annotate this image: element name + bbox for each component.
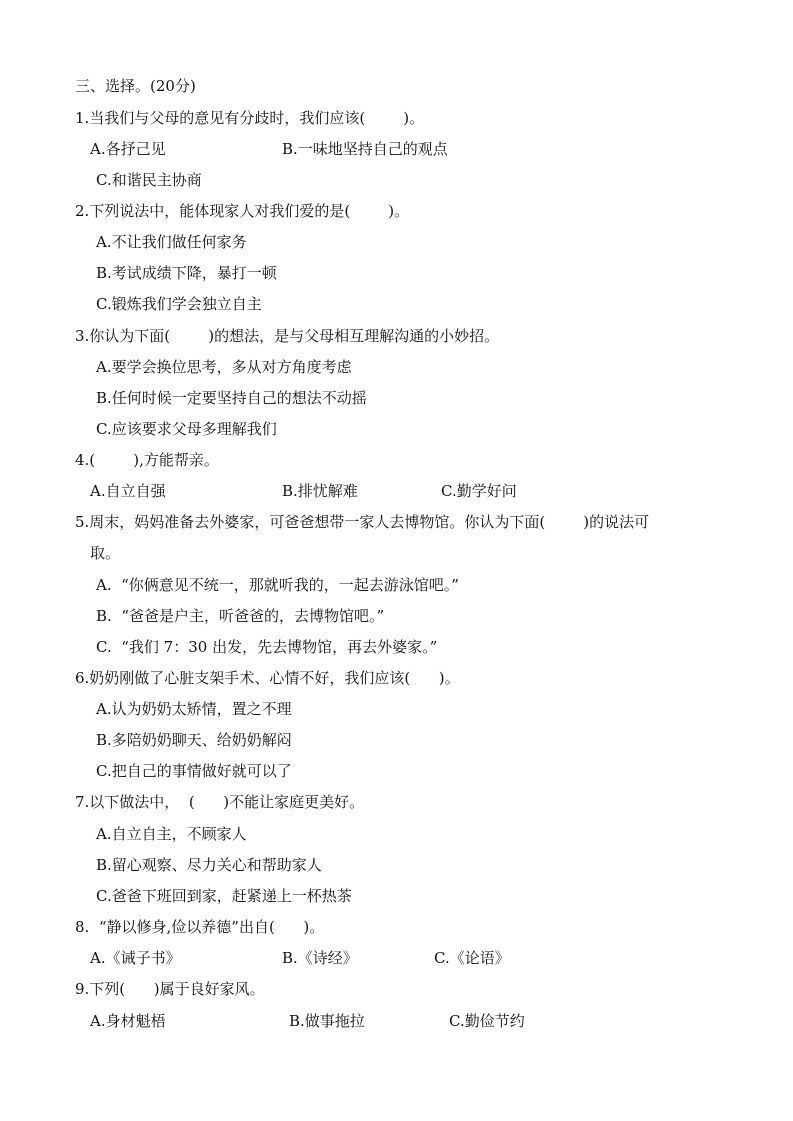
question-1-option-b: B.一味地坚持自己的观点: [282, 140, 448, 158]
question-7-option-a: A.自立自主，不顾家人: [96, 825, 247, 843]
question-4-stem: 4.( ),方能帮亲。: [75, 451, 219, 469]
question-2-option-a: A.不让我们做任何家务: [96, 233, 247, 251]
question-4-option-c: C.勤学好问: [441, 482, 517, 500]
question-5-stem: 5.周末，妈妈准备去外婆家，可爸爸想带一家人去博物馆。你认为下面( )的说法可: [75, 513, 650, 531]
question-6-option-c: C.把自己的事情做好就可以了: [96, 762, 292, 780]
question-7-option-b: B.留心观察、尽力关心和帮助家人: [96, 856, 322, 874]
question-9-stem: 9.下列( )属于良好家风。: [75, 980, 265, 998]
question-6-option-a: A.认为奶奶太矫情，置之不理: [96, 700, 292, 718]
question-8-option-a: A.《诫子书》: [90, 949, 181, 967]
question-4-option-b: B.排忧解难: [282, 482, 358, 500]
question-5-option-c: C. “我们 7：30 出发，先去博物馆，再去外婆家。”: [96, 638, 438, 656]
question-5-option-b: B. “爸爸是户主，听爸爸的，去博物馆吧。”: [96, 607, 385, 625]
question-9-option-a: A.身材魁梧: [90, 1012, 166, 1030]
question-3-option-b: B.任何时候一定要坚持自己的想法不动摇: [96, 389, 367, 407]
question-5-stem-continued: 取。: [90, 544, 121, 562]
question-3-option-a: A.要学会换位思考，多从对方角度考虑: [96, 358, 352, 376]
question-1-stem: 1.当我们与父母的意见有分歧时，我们应该( )。: [75, 109, 425, 127]
question-8-option-b: B.《诗经》: [282, 949, 358, 967]
section-title: 三、选择。(20分): [75, 77, 196, 95]
question-6-stem: 6.奶奶刚做了心脏支架手术、心情不好，我们应该( )。: [75, 669, 460, 687]
question-5-option-a: A. “你俩意见不统一，那就听我的，一起去游泳馆吧。”: [96, 576, 459, 594]
question-6-option-b: B.多陪奶奶聊天、给奶奶解闷: [96, 731, 292, 749]
question-7-option-c: C.爸爸下班回到家，赶紧递上一杯热茶: [96, 887, 352, 905]
question-3-stem: 3.你认为下面( )的想法，是与父母相互理解沟通的小妙招。: [75, 327, 500, 345]
question-2-stem: 2.下列说法中，能体现家人对我们爱的是( )。: [75, 202, 410, 220]
question-8-option-c: C.《论语》: [434, 949, 510, 967]
question-9-option-c: C.勤俭节约: [449, 1012, 525, 1030]
question-7-stem: 7.以下做法中， ( )不能让家庭更美好。: [75, 793, 365, 811]
question-3-option-c: C.应该要求父母多理解我们: [96, 420, 277, 438]
question-2-option-b: B.考试成绩下降，暴打一顿: [96, 264, 277, 282]
question-8-stem: 8. “静以修身,俭以养德”出自( )。: [75, 918, 325, 936]
question-2-option-c: C.锻炼我们学会独立自主: [96, 295, 262, 313]
question-9-option-b: B.做事拖拉: [289, 1012, 365, 1030]
question-4-option-a: A.自立自强: [90, 482, 166, 500]
question-1-option-a: A.各抒己见: [90, 140, 166, 158]
question-1-option-c: C.和谐民主协商: [96, 171, 202, 189]
